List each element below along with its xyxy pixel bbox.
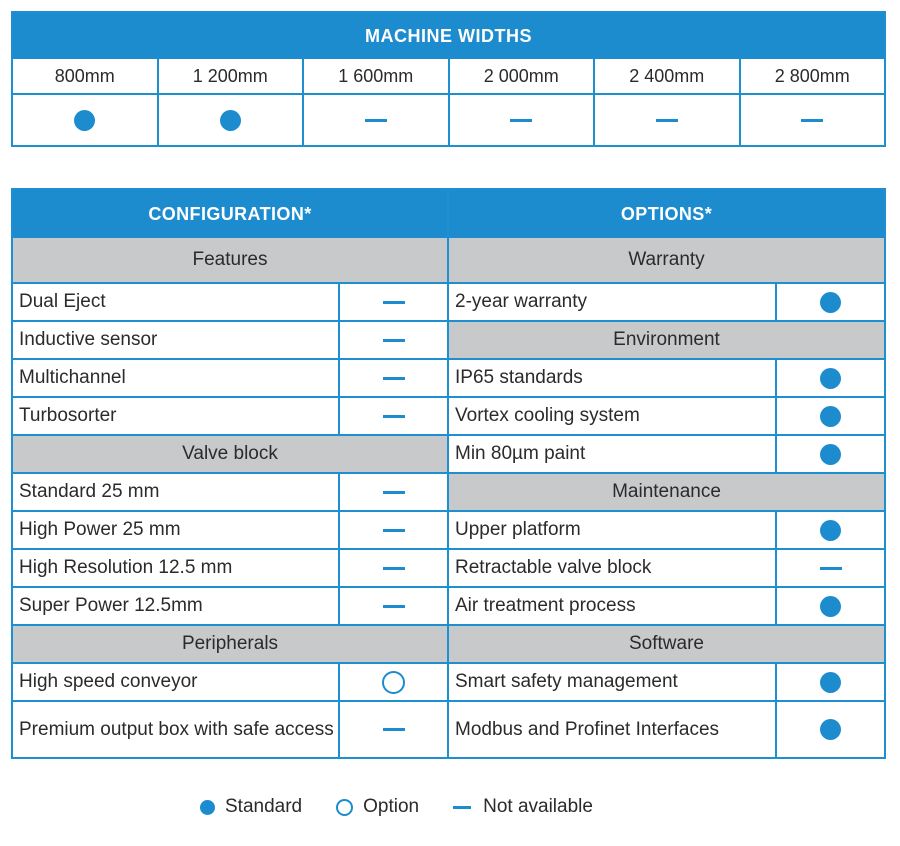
width-label: 2 000mm — [450, 59, 596, 95]
feature-row — [449, 702, 884, 757]
legend-label: Option — [363, 796, 420, 817]
configuration-options-table — [11, 188, 886, 759]
standard-dot-icon — [820, 520, 841, 541]
feature-availability — [777, 550, 884, 586]
not-available-dash-icon — [801, 119, 823, 122]
feature-availability — [340, 588, 447, 624]
feature-name: 2-year warranty — [449, 284, 777, 320]
machine-widths-marks — [13, 95, 884, 145]
standard-dot-icon — [820, 368, 841, 389]
feature-availability — [340, 322, 447, 358]
legend-label: Standard — [225, 796, 303, 817]
configuration-body — [13, 238, 447, 757]
feature-name: Standard 25 mm — [13, 474, 340, 510]
feature-row — [13, 322, 447, 360]
feature-row — [13, 284, 447, 322]
feature-availability — [777, 284, 884, 320]
options-body — [449, 238, 884, 757]
section-header: Peripherals — [13, 626, 447, 664]
feature-name: High Resolution 12.5 mm — [13, 550, 340, 586]
feature-row — [449, 550, 884, 588]
width-label: 2 800mm — [741, 59, 885, 95]
feature-row — [13, 512, 447, 550]
not-available-dash-icon — [383, 301, 405, 304]
section-header: Warranty — [449, 238, 884, 284]
section-header: Features — [13, 238, 447, 284]
feature-name: Super Power 12.5mm — [13, 588, 340, 624]
feature-name: High speed conveyor — [13, 664, 340, 700]
feature-availability — [777, 702, 884, 757]
feature-row — [13, 702, 447, 757]
feature-availability — [340, 284, 447, 320]
feature-availability — [777, 664, 884, 700]
standard-dot-icon — [220, 110, 241, 131]
feature-name: IP65 standards — [449, 360, 777, 396]
feature-availability — [340, 512, 447, 548]
feature-row — [13, 474, 447, 512]
not-available-dash-icon — [383, 491, 405, 494]
feature-name: Smart safety management — [449, 664, 777, 700]
width-label: 1 600mm — [304, 59, 450, 95]
options-title: OPTIONS* — [449, 190, 884, 238]
feature-name: Turbosorter — [13, 398, 340, 434]
feature-row — [449, 360, 884, 398]
legend — [200, 796, 593, 818]
not-available-dash-icon — [383, 605, 405, 608]
feature-availability — [340, 664, 447, 700]
feature-row — [449, 588, 884, 626]
not-available-dash-icon — [383, 415, 405, 418]
feature-row — [13, 398, 447, 436]
feature-name: Min 80µm paint — [449, 436, 777, 472]
legend-entry — [453, 796, 593, 818]
configuration-column — [13, 190, 449, 757]
section-header: Valve block — [13, 436, 447, 474]
feature-name: Retractable valve block — [449, 550, 777, 586]
option-ring-icon — [382, 671, 405, 694]
not-available-dash-icon — [383, 529, 405, 532]
feature-row — [449, 512, 884, 550]
width-availability — [304, 95, 450, 145]
standard-dot-icon — [820, 406, 841, 427]
feature-name: Dual Eject — [13, 284, 340, 320]
standard-dot-icon — [200, 800, 215, 815]
width-label: 1 200mm — [159, 59, 305, 95]
legend-entry — [200, 796, 302, 818]
feature-availability — [777, 398, 884, 434]
feature-row — [449, 436, 884, 474]
standard-dot-icon — [74, 110, 95, 131]
feature-name: Multichannel — [13, 360, 340, 396]
feature-row — [13, 588, 447, 626]
legend-entry — [336, 796, 419, 818]
feature-name: Inductive sensor — [13, 322, 340, 358]
feature-availability — [777, 588, 884, 624]
feature-availability — [340, 702, 447, 757]
not-available-dash-icon — [453, 806, 471, 809]
machine-widths-title: MACHINE WIDTHS — [13, 13, 884, 59]
feature-row — [13, 664, 447, 702]
width-availability — [595, 95, 741, 145]
not-available-dash-icon — [383, 567, 405, 570]
section-header: Environment — [449, 322, 884, 360]
not-available-dash-icon — [510, 119, 532, 122]
width-availability — [450, 95, 596, 145]
section-header: Maintenance — [449, 474, 884, 512]
not-available-dash-icon — [820, 567, 842, 570]
width-availability — [13, 95, 159, 145]
standard-dot-icon — [820, 596, 841, 617]
options-column — [449, 190, 884, 757]
feature-row — [449, 284, 884, 322]
feature-name: Upper platform — [449, 512, 777, 548]
not-available-dash-icon — [383, 728, 405, 731]
feature-availability — [340, 550, 447, 586]
machine-widths-labels — [13, 59, 884, 95]
standard-dot-icon — [820, 444, 841, 465]
feature-availability — [340, 474, 447, 510]
feature-name: Air treatment process — [449, 588, 777, 624]
section-header: Software — [449, 626, 884, 664]
option-ring-icon — [336, 799, 353, 816]
configuration-title: CONFIGURATION* — [13, 190, 447, 238]
width-label: 2 400mm — [595, 59, 741, 95]
feature-row — [449, 398, 884, 436]
not-available-dash-icon — [365, 119, 387, 122]
standard-dot-icon — [820, 719, 841, 740]
not-available-dash-icon — [656, 119, 678, 122]
feature-availability — [777, 512, 884, 548]
standard-dot-icon — [820, 672, 841, 693]
standard-dot-icon — [820, 292, 841, 313]
feature-availability — [777, 436, 884, 472]
not-available-dash-icon — [383, 339, 405, 342]
width-availability — [741, 95, 885, 145]
legend-label: Not available — [483, 796, 593, 817]
feature-name: Modbus and Profinet Interfaces — [449, 702, 777, 757]
width-label: 800mm — [13, 59, 159, 95]
feature-row — [13, 360, 447, 398]
feature-availability — [777, 360, 884, 396]
not-available-dash-icon — [383, 377, 405, 380]
machine-widths-table — [11, 11, 886, 147]
feature-availability — [340, 398, 447, 434]
feature-name: Premium output box with safe access — [13, 702, 340, 757]
width-availability — [159, 95, 305, 145]
feature-row — [13, 550, 447, 588]
feature-name: Vortex cooling system — [449, 398, 777, 434]
feature-name: High Power 25 mm — [13, 512, 340, 548]
feature-availability — [340, 360, 447, 396]
feature-row — [449, 664, 884, 702]
